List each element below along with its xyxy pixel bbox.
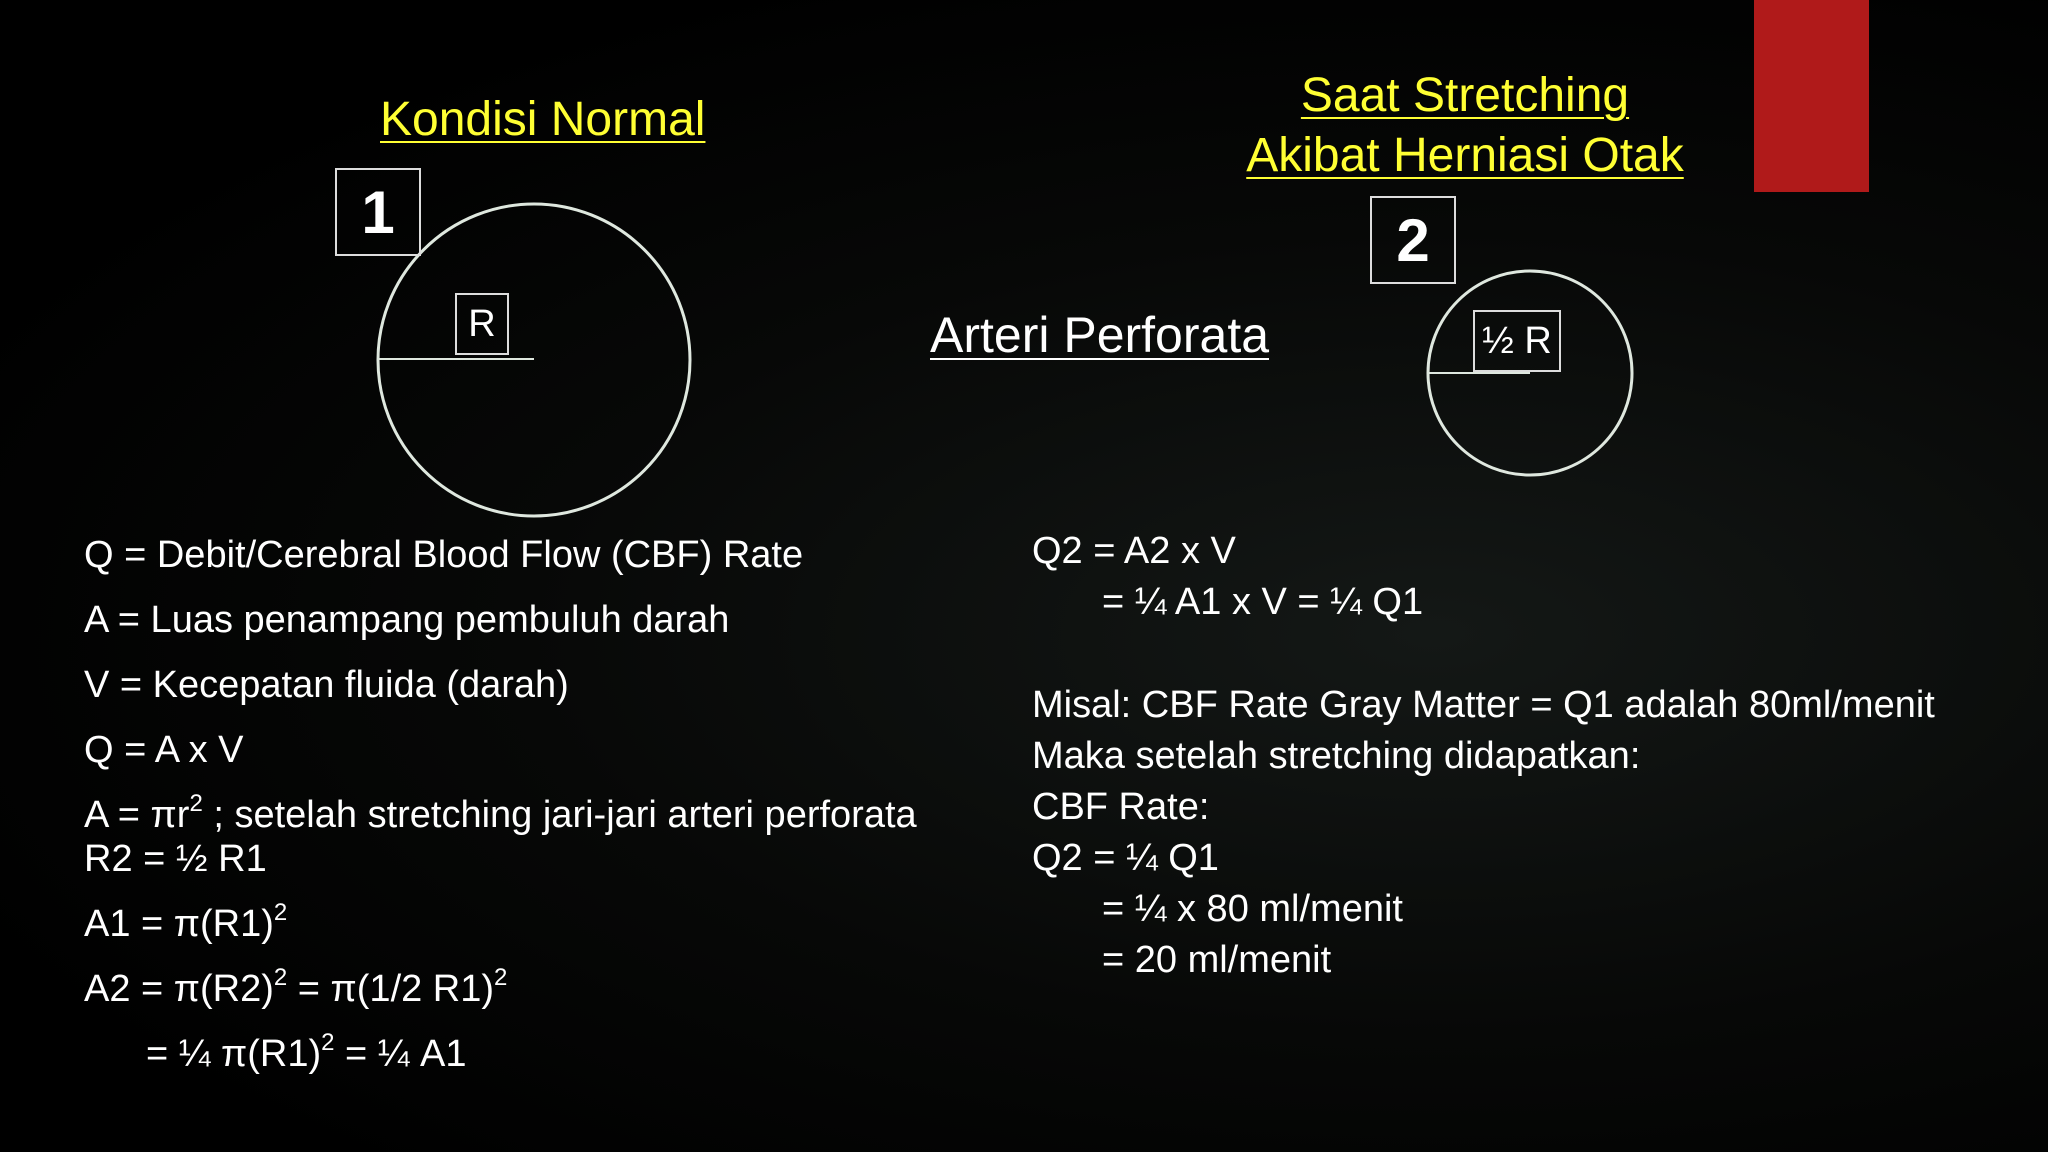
- a1-eq-exponent: 2: [273, 899, 288, 926]
- a2-result-tail: = ¼ A1: [334, 1033, 467, 1075]
- diagram-number-1: 1: [335, 168, 421, 256]
- arteri-perforata-label: Arteri Perforata: [930, 307, 1270, 363]
- example-statement: Misal: CBF Rate Gray Matter = Q1 adalah 80ml/menit: [1032, 684, 1935, 726]
- stretching-title-line2: Akibat Herniasi Otak: [1246, 129, 1684, 182]
- a2-eq-middle: = π(1/2 R1): [287, 968, 495, 1010]
- formula-v-definition: V = Kecepatan fluida (darah): [84, 664, 569, 706]
- a-eq-base: A = πr: [84, 794, 190, 836]
- a1-eq-base: A1 = π(R1): [84, 903, 274, 945]
- stretching-title-line1: Saat Stretching: [1300, 69, 1630, 122]
- formula-q2-value: Q2 = ¼ Q1: [1032, 837, 1219, 879]
- a2-eq-exponent-1: 2: [273, 964, 288, 991]
- diagram-number-2: 2: [1370, 196, 1456, 284]
- stretching-title: [1225, 66, 1705, 186]
- formula-q2-continuation: = ¼ A1 x V = ¼ Q1: [1102, 581, 1424, 623]
- formula-q-equation: Q = A x V: [84, 729, 244, 771]
- formula-q2-calculation: = ¼ x 80 ml/menit: [1102, 888, 1403, 930]
- formula-a2-result: [146, 1029, 467, 1077]
- formula-a-definition: A = Luas penampang pembuluh darah: [84, 599, 730, 641]
- formula-a1-equation: [84, 899, 288, 947]
- a2-eq-base: A2 = π(R2): [84, 968, 274, 1010]
- a2-eq-exponent-2: 2: [494, 964, 508, 991]
- result-intro: Maka setelah stretching didapatkan:: [1032, 735, 1641, 777]
- a2-result-base: = ¼ π(R1): [146, 1033, 322, 1075]
- normal-condition-title: Kondisi Normal: [380, 93, 706, 146]
- radius-label-r: R: [455, 293, 509, 355]
- formula-q-definition: Q = Debit/Cerebral Blood Flow (CBF) Rate: [84, 534, 804, 576]
- a-eq-exponent: 2: [189, 790, 203, 817]
- formula-r2-equation: R2 = ½ R1: [84, 838, 267, 880]
- formula-a-equation: [84, 790, 917, 838]
- a2-result-exponent: 2: [321, 1029, 335, 1056]
- a-eq-note: ; setelah stretching jari-jari arteri perforata: [202, 794, 917, 836]
- formula-q2-equation: Q2 = A2 x V: [1032, 530, 1236, 572]
- formula-q2-result: = 20 ml/menit: [1102, 939, 1332, 981]
- radius-label-half-r: ½ R: [1473, 310, 1561, 372]
- cbf-rate-label: CBF Rate:: [1032, 786, 1210, 828]
- formula-a2-equation: [84, 964, 508, 1012]
